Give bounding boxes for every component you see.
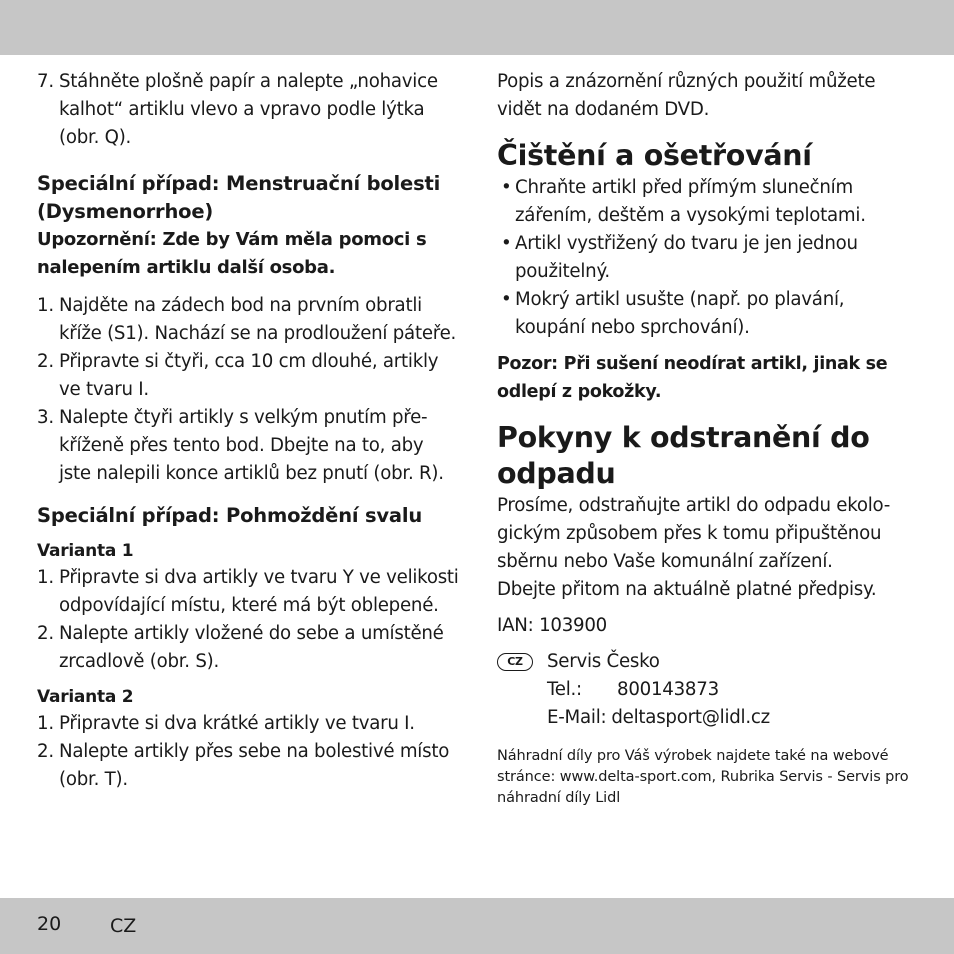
list-text: Nalepte artikly vložené do sebe a umístěné zrcadlově (obr. S). — [59, 623, 444, 672]
dysmenorrhoe-steps — [37, 292, 459, 488]
disposal-regulations: Dbejte přitom na aktuálně platné předpisy. — [497, 579, 877, 600]
care-bullets — [497, 174, 917, 342]
list-item — [37, 404, 459, 488]
variant-1-label: Varianta 1 — [37, 541, 134, 561]
bullet-icon: • — [501, 177, 512, 198]
list-text: Artikl vystřižený do tvaru je jen jednou použitelný. — [515, 233, 858, 282]
list-item — [497, 286, 917, 342]
list-text: Připravte si dva artikly ve tvaru Y ve velikosti odpovídající místu, které má být oblepené. — [59, 567, 459, 616]
list-item — [497, 230, 917, 286]
list-text: Připravte si dva krátké artikly ve tvaru I. — [59, 713, 415, 734]
spare-parts-note: Náhradní díly pro Váš výrobek najdete také na webové stránce: www.delta-sport.com, Rubrika Servis - Servis pro náhradní díly Lidl — [497, 748, 909, 806]
list-item — [37, 620, 459, 676]
cz-country-badge: CZ — [497, 653, 533, 671]
list-text: Chraňte artikl před přímým slunečním zářením, deštěm a vysokými teplotami. — [515, 177, 866, 226]
list-item — [37, 292, 459, 348]
service-block — [497, 648, 917, 732]
step-list-continued — [37, 68, 459, 152]
list-item — [37, 738, 459, 794]
service-contact — [547, 648, 917, 732]
language-code: CZ — [110, 915, 137, 937]
list-item — [37, 348, 459, 404]
list-text: Nalepte artikly přes sebe na bolestivé místo (obr. T). — [59, 741, 450, 790]
list-item — [37, 68, 459, 152]
list-text: Nalepte čtyři artikly s velkým pnutím pře-kříženě přes tento bod. Dbejte na to, aby jste nalepili konce artiklů bez pnutí (obr. R). — [59, 407, 444, 484]
list-text: Mokrý artikl usušte (např. po plavání, koupání nebo sprchování). — [515, 289, 845, 338]
page-number: 20 — [37, 913, 62, 935]
care-heading: Čištění a ošetřování — [497, 139, 812, 172]
service-name: Servis Česko — [547, 651, 660, 672]
list-number: 2. — [37, 623, 54, 644]
list-number: 2. — [37, 741, 54, 762]
list-text: Stáhněte plošně papír a nalepte „nohavice kalhot“ artiklu vlevo a vpravo podle lýtka (obr. Q). — [59, 71, 438, 148]
list-number: 1. — [37, 295, 54, 316]
dvd-intro: Popis a znázornění různých použití můžete vidět na dodaném DVD. — [497, 71, 876, 120]
bruise-heading: Speciální případ: Pohmoždění svalu — [37, 504, 423, 527]
ian-number: IAN: 103900 — [497, 615, 607, 636]
email-label: E-Mail: — [547, 707, 607, 728]
service-phone-row — [547, 676, 917, 704]
list-number: 1. — [37, 567, 54, 588]
phone-number: 800143873 — [617, 679, 719, 700]
footer-bar — [0, 898, 954, 954]
list-item — [37, 710, 459, 738]
list-text: Najděte na zádech bod na prvním obratli kříže (S1). Nachází se na prodloužení páteře. — [59, 295, 457, 344]
list-number: 3. — [37, 407, 54, 428]
list-item — [37, 564, 459, 620]
caution-note: Pozor: Při sušení neodírat artikl, jinak se odlepí z pokožky. — [497, 354, 888, 402]
disposal-text: Prosíme, odstraňujte artikl do odpadu ekolo-gickým způsobem přes k tomu připuštěnou sběrnu nebo Vaše komunální zařízení. — [497, 495, 891, 572]
top-header-bar — [0, 0, 954, 55]
service-email-row — [547, 704, 917, 732]
dysmenorrhoe-warning: Upozornění: Zde by Vám měla pomoci s nalepením artiklu další osoba. — [37, 229, 427, 278]
disposal-heading: Pokyny k odstranění do odpadu — [497, 421, 870, 490]
phone-label: Tel.: — [547, 679, 582, 700]
variant-1-steps — [37, 564, 459, 676]
variant-2-label: Varianta 2 — [37, 687, 134, 707]
list-number: 7. — [37, 71, 54, 92]
email-address: deltasport@lidl.cz — [611, 707, 770, 728]
bullet-icon: • — [501, 233, 512, 254]
dysmenorrhoe-heading: Speciální případ: Menstruační bolesti (Dysmenorrhoe) — [37, 172, 441, 223]
list-number: 1. — [37, 713, 54, 734]
list-item — [497, 174, 917, 230]
bullet-icon: • — [501, 289, 512, 310]
list-text: Připravte si čtyři, cca 10 cm dlouhé, artikly ve tvaru I. — [59, 351, 439, 400]
list-number: 2. — [37, 351, 54, 372]
variant-2-steps — [37, 710, 459, 794]
left-column — [37, 68, 459, 794]
right-column — [497, 68, 917, 809]
